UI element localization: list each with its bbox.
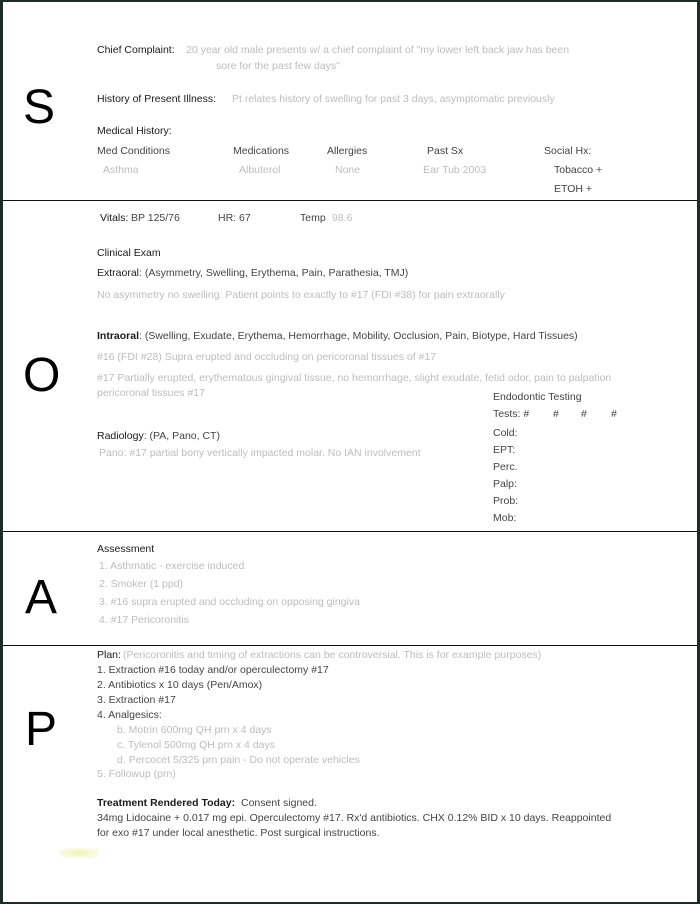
divider-a-p: [3, 645, 697, 646]
intraoral-label: Intraoral: [97, 330, 140, 342]
extraoral-value: No asymmetry no swelling. Patient points to exactly to #17 (FDI #38) for pain extraorally: [97, 289, 505, 301]
plan-item: 1. Extraction #16 today and/or operculectomy #17: [97, 664, 329, 676]
chief-complaint-label: Chief Complaint:: [97, 44, 175, 56]
hpi-label: History of Present Illness:: [97, 93, 217, 105]
divider-o-a: [3, 531, 697, 532]
assessment-label: Assessment: [97, 543, 155, 555]
soap-note-page: [3, 2, 697, 902]
vitals-bp: BP 125/76: [131, 212, 180, 224]
social-hx-header: Social Hx:: [544, 145, 592, 157]
extraoral-items: : (Asymmetry, Swelling, Erythema, Pain, Parathesia, TMJ): [139, 267, 409, 279]
endo-row: Palp:: [493, 478, 517, 490]
plan-item: 4. Analgesics:: [97, 709, 162, 721]
vitals-temp-value: 98.6: [332, 212, 353, 224]
treatment-line2: 34mg Lidocaine + 0.017 mg epi. Operculectomy #17. Rx'd antibiotics. CHX 0.12% BID x 10 days. Reappointed: [97, 812, 612, 824]
endo-row: EPT:: [493, 444, 516, 456]
assessment-item: 3. #16 supra erupted and occluding on opposing gingiva: [99, 596, 360, 608]
radiology-value: Pano: #17 partial bony vertically impacted molar. No IAN involvement: [99, 447, 421, 459]
past-sx-header: Past Sx: [427, 145, 464, 157]
assessment-item: 4. #17 Pericoronitis: [99, 614, 189, 626]
endo-title: Endodontic Testing: [493, 391, 582, 403]
plan-label: Plan:: [97, 649, 121, 661]
tobacco-value: Tobacco +: [554, 164, 603, 176]
etoh-value: ETOH +: [554, 183, 593, 195]
section-letter-s: S: [23, 81, 56, 134]
intraoral-value3: pericoronal tissues #17: [97, 387, 205, 399]
endo-hash-1: #: [553, 408, 559, 420]
assessment-item: 1. Asthmatic - exercise induced: [99, 560, 245, 572]
intraoral-items: : (Swelling, Exudate, Erythema, Hemorrhage, Mobility, Occlusion, Pain, Biotype, Hard Tissues): [139, 330, 578, 342]
allergies-header: Allergies: [327, 145, 368, 157]
endo-row: Prob:: [493, 495, 519, 507]
radiology-items: : (PA, Pano, CT): [143, 430, 220, 442]
intraoral-value1: #16 (FDI #28) Supra erupted and occluding on pericoronal tissues of #17: [97, 351, 437, 363]
section-letter-a: A: [25, 571, 58, 624]
extraoral-label: Extraoral: [97, 267, 140, 279]
endo-hash-2: #: [581, 408, 587, 420]
scan-artifact: [59, 848, 99, 858]
plan-item: 3. Extraction #17: [97, 694, 176, 706]
medications-header: Medications: [233, 145, 290, 157]
intraoral-row: [97, 330, 578, 342]
treatment-line3: for exo #17 under local anesthetic. Post surgical instructions.: [97, 827, 380, 839]
hpi-value: Pt relates history of swelling for past 3 days, asymptomatic previously: [232, 93, 555, 105]
medications-value: Albuterol: [239, 164, 281, 176]
plan-item: 5. Followup (prn): [97, 768, 176, 780]
radiology-label: Radiology: [97, 430, 144, 442]
endo-hash-3: #: [611, 408, 617, 420]
chief-complaint-line2: sore for the past few days": [216, 60, 340, 72]
section-letter-p: P: [25, 703, 58, 756]
medical-history-label: Medical History:: [97, 125, 172, 137]
plan-subitem: c. Tylenol 500mg QH prn x 4 days: [117, 739, 275, 751]
treatment-label: Treatment Rendered Today:: [97, 797, 236, 809]
med-conditions-value: Asthma: [103, 164, 139, 176]
plan-note: (Pericoronitis and timing of extractions can be controversial. This is for example purposes): [123, 649, 542, 661]
extraoral-row: [97, 267, 408, 279]
endo-row: Cold:: [493, 427, 518, 439]
med-conditions-header: Med Conditions: [97, 145, 170, 157]
plan-subitem: d. Percocet 5/325 prn pain - Do not operate vehicles: [117, 754, 360, 766]
past-sx-value: Ear Tub 2003: [423, 164, 487, 176]
plan-item: 2. Antibiotics x 10 days (Pen/Amox): [97, 679, 263, 691]
treatment-line1: Consent signed.: [241, 797, 317, 809]
divider-s-o: [3, 200, 697, 201]
vitals-label: Vitals:: [100, 212, 129, 224]
section-letter-o: O: [23, 349, 61, 402]
chief-complaint-line1: 20 year old male presents w/ a chief complaint of "my lower left back jaw has been: [186, 44, 570, 56]
endo-tests: Tests: #: [493, 408, 530, 420]
vitals-temp-label: Temp: [300, 212, 326, 224]
allergies-value: None: [335, 164, 361, 176]
radiology-row: [97, 430, 220, 442]
vitals-hr: HR: 67: [218, 212, 251, 224]
plan-subitem: b. Motrin 600mg QH prn x 4 days: [117, 724, 272, 736]
intraoral-value2: #17 Partially erupted, erythematous gingival tissue, no hemorrhage, slight exudate, fetid odor, pain to palpation: [97, 372, 612, 384]
clinical-exam-label: Clinical Exam: [97, 247, 161, 259]
endo-row: Perc.: [493, 461, 518, 473]
assessment-item: 2. Smoker (1 ppd): [99, 578, 184, 590]
endo-row: Mob:: [493, 512, 517, 524]
